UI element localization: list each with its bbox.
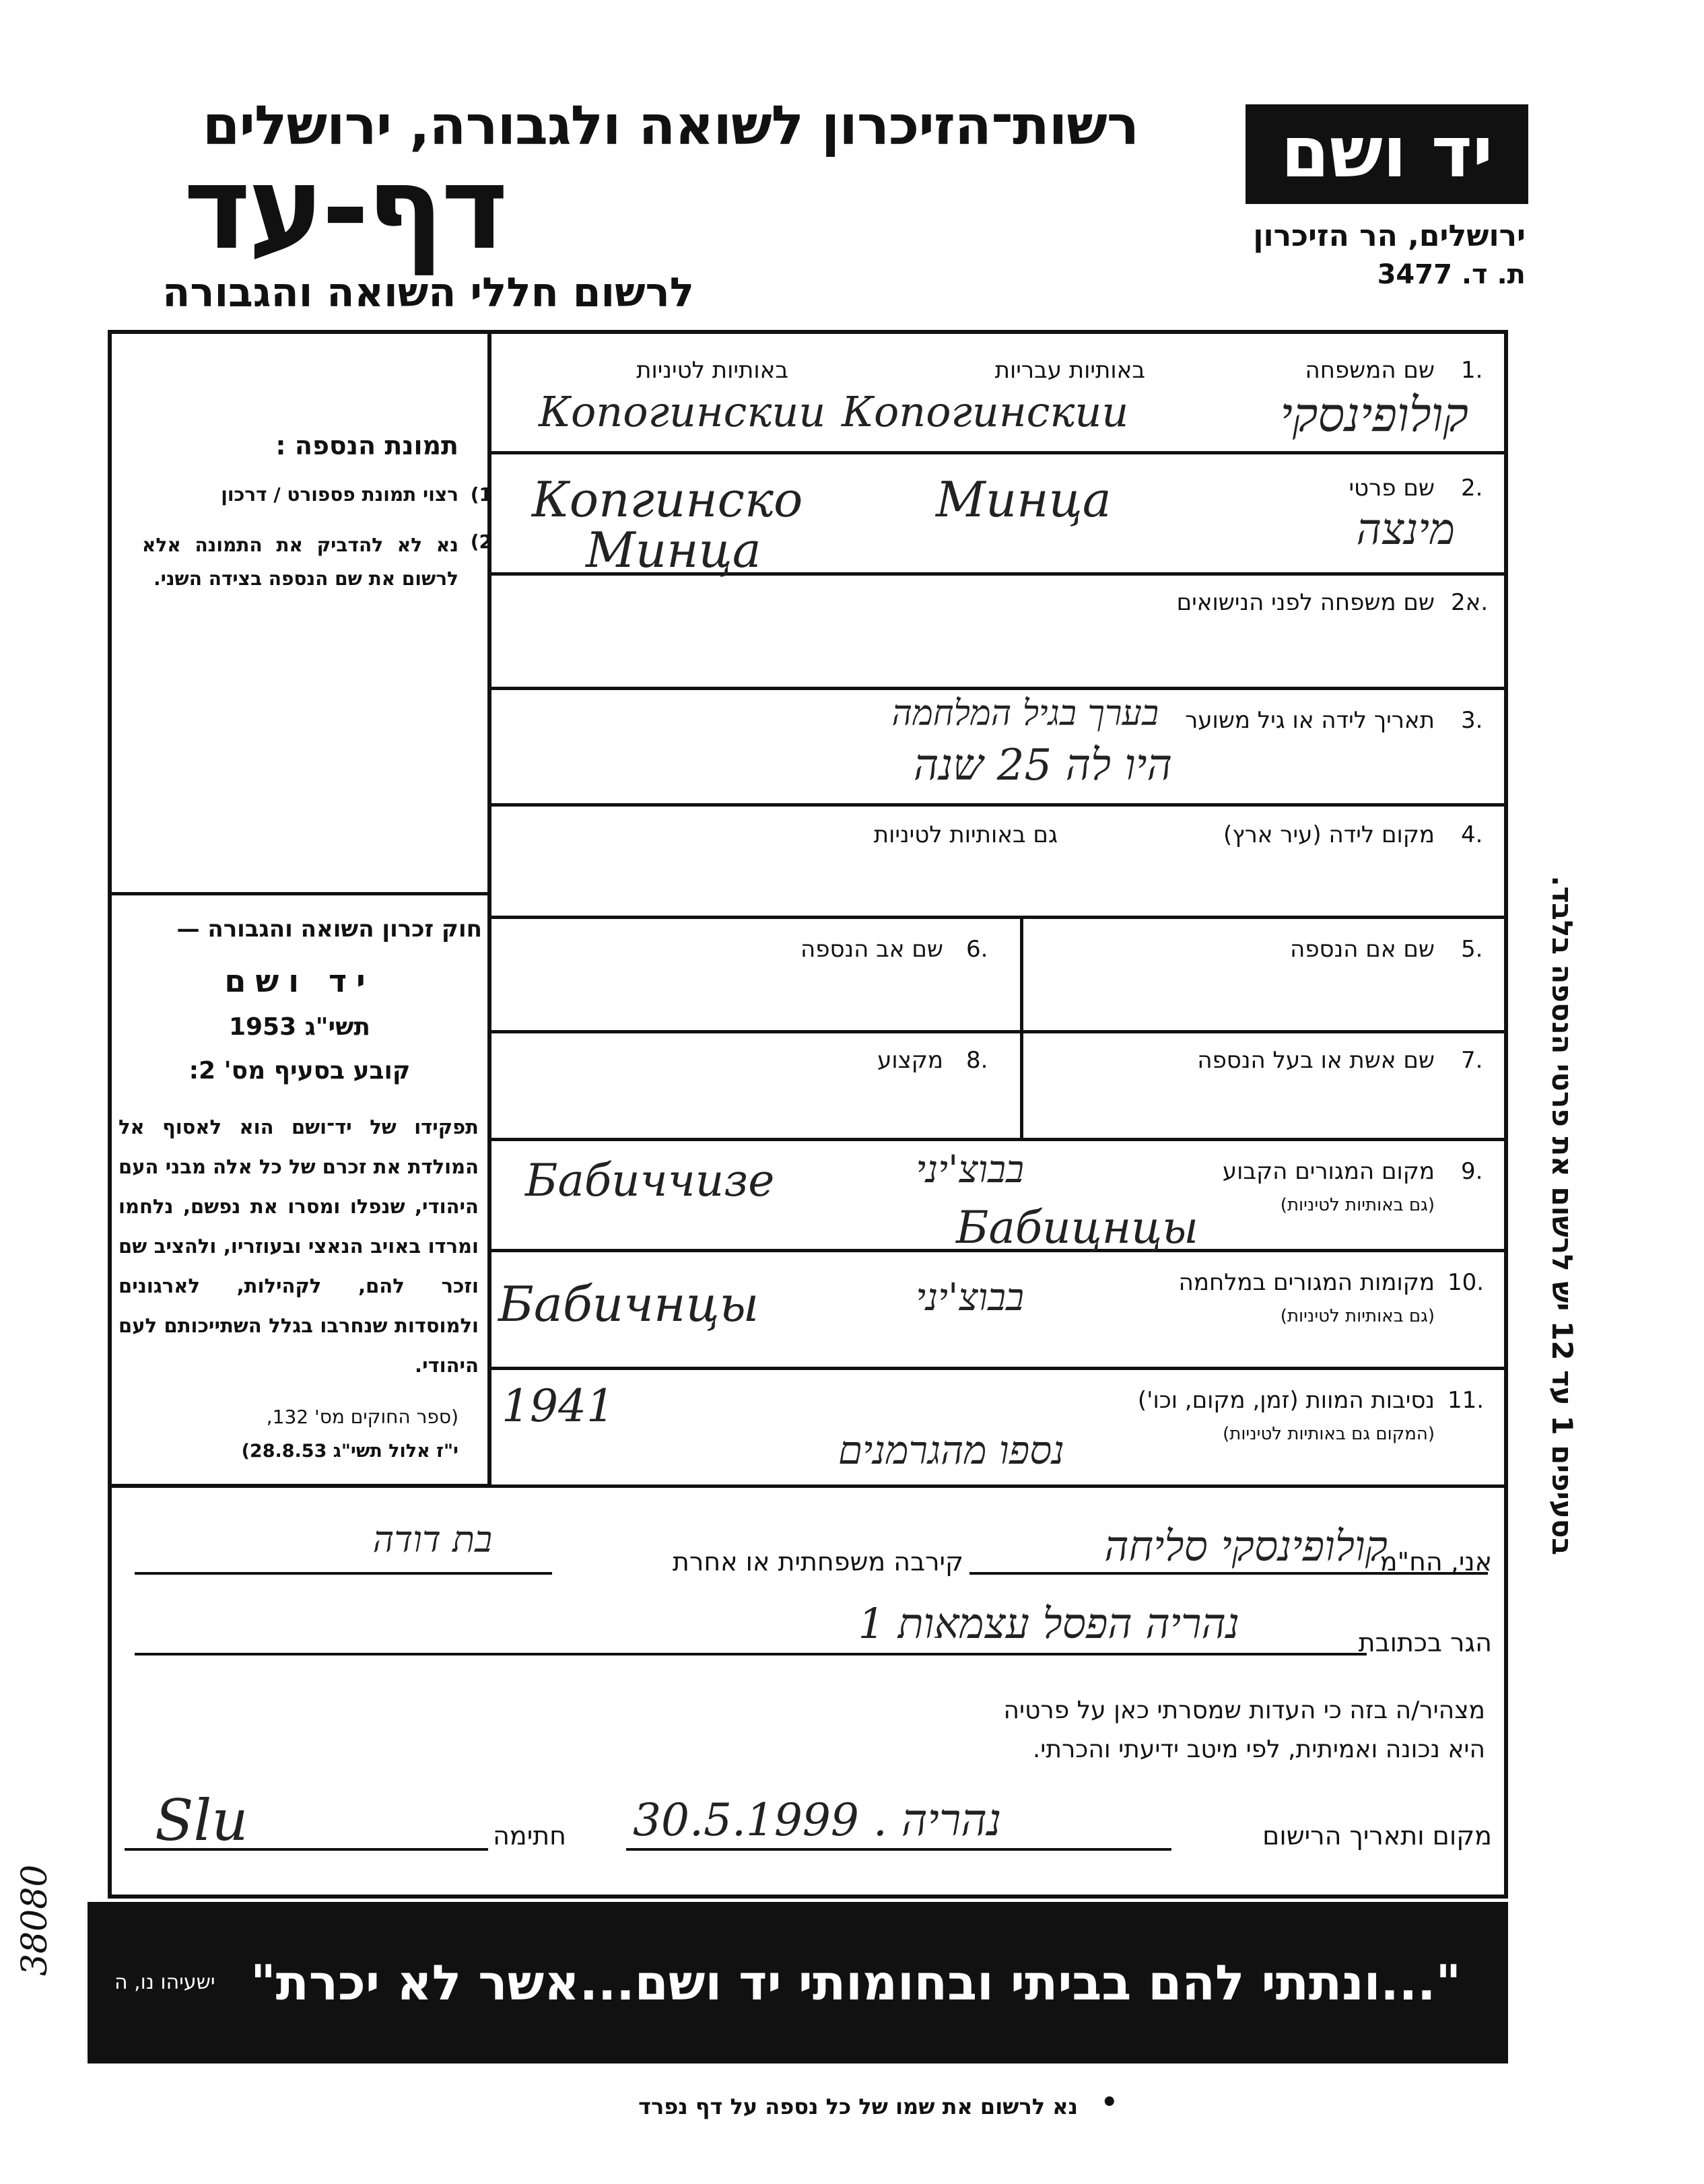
hw-birth-line-1: בערך בגיל המלחמה	[891, 693, 1159, 734]
po-box: ת. ד. 3477	[1377, 259, 1526, 290]
field-2-label: שם פרטי	[1349, 475, 1435, 502]
field-7-num: 7.	[1461, 1047, 1483, 1074]
field-9-sub: (גם באותיות לטיניות)	[1280, 1195, 1435, 1215]
photo-note-2: נא לא להדביק את התמונה אלא לרשום את שם הנספה בצידה השני.	[142, 534, 458, 590]
statement-2: היא נכונה ואמיתית, לפי מיטב ידיעתי והכרתי.	[1032, 1736, 1485, 1763]
hw-birth-line-2: היו לה 25 שנה	[913, 741, 1172, 790]
photo-title: תמונת הנספה :	[275, 431, 458, 460]
hw-residence-latin: Бабиччизе	[525, 1155, 775, 1206]
field-1-label: שם המשפחה	[1305, 357, 1435, 384]
hw-death-year: 1941	[502, 1380, 615, 1432]
footer-note: נא לרשום את שמו של כל נספה על דף נפרד	[638, 2094, 1078, 2119]
hw-first-hebrew: מינצה	[1356, 505, 1455, 555]
field-2a-label: שם משפחה לפני הנישואים	[1176, 589, 1435, 616]
yad-vashem-logo	[1246, 104, 1528, 204]
quote-banner	[88, 1902, 1508, 2063]
law-source-date: י"ז אלול תשי"ג 28.8.53)	[241, 1441, 458, 1462]
registration-label: מקום ותאריך הרישום	[1262, 1821, 1492, 1851]
field-4-num: 4.	[1461, 821, 1483, 848]
field-10-label: מקומות המגורים במלחמה	[1178, 1269, 1435, 1296]
field-1-sub-hebrew: באותיות עבריות	[994, 357, 1145, 384]
hw-witness-name: קולופינסקי סליחה	[1104, 1522, 1388, 1571]
field-11-sub: (המקום גם באותיות לטיניות)	[1223, 1424, 1435, 1444]
address-label: הגר בכתובת	[1358, 1628, 1492, 1658]
hw-surname-latin-2: Копогинскии	[842, 387, 1129, 436]
hw-residence-hebrew: בבוצ'יני	[916, 1148, 1024, 1192]
field-8-num: 8.	[966, 1047, 988, 1074]
authority-title: רשות־הזיכרון לשואה ולגבורה, ירושלים	[202, 94, 1138, 157]
law-year: תשי"ג 1953	[228, 1013, 371, 1041]
field-4-sub: גם באותיות לטיניות	[873, 821, 1058, 848]
field-6-num: 6.	[966, 936, 988, 963]
photo-note-1-num: 1)	[470, 483, 492, 506]
footer-bullet: •	[1101, 2087, 1118, 2118]
form-subtitle: לרשום חללי השואה והגבורה	[162, 269, 694, 316]
banner-source: ישעיהו נו, ה	[114, 1971, 215, 1994]
hw-war-residence-latin: Бабичнцы	[498, 1276, 759, 1332]
signature-label: חתימה	[493, 1821, 566, 1851]
law-name: יד ושם	[224, 963, 375, 999]
logo-text: יד ושם	[1281, 111, 1493, 193]
field-10-sub: (גם באותיות לטיניות)	[1280, 1306, 1435, 1326]
archive-number: 38080	[15, 1864, 55, 1976]
field-9-num: 9.	[1461, 1158, 1483, 1185]
hw-signature: Slu	[155, 1787, 248, 1853]
statement-1: מצהיר/ה בזה כי העדות שמסרתי כאן על פרטיה	[1003, 1697, 1485, 1724]
witness-prefix: אני, הח"מ	[1379, 1547, 1492, 1577]
side-note: בסעיפים 1 עד 12 יש לרשום את פרטי הנספה בלבד.	[1546, 875, 1579, 1555]
field-11-label: נסיבות המוות (זמן, מקום, וכו')	[1137, 1387, 1435, 1414]
hw-relation: בת דודה	[372, 1518, 492, 1561]
law-heading: חוק זכרון השואה והגבורה —	[176, 916, 482, 943]
field-6-label: שם אב הנספה	[800, 936, 943, 963]
relation-label: קירבה משפחתית או אחרת	[672, 1547, 963, 1577]
photo-note-2-num: 2)	[470, 531, 492, 553]
hw-death-hebrew: נספו מהגרמנים	[838, 1427, 1064, 1473]
hw-registration-place-date: נהריה . 30.5.1999	[633, 1794, 1002, 1846]
field-10-num: 10.	[1447, 1269, 1485, 1296]
hw-first-latin-2: Минца	[936, 471, 1112, 528]
banner-quote: "...ונתתי להם בביתי ובחומותי יד ושם...אשר לא יכרת"	[250, 1954, 1461, 2011]
law-source: (ספר החוקים מס' 132,	[266, 1406, 458, 1428]
field-5-label: שם אם הנספה	[1290, 936, 1435, 963]
field-9-label: מקום המגורים הקבוע	[1222, 1158, 1435, 1185]
law-text: תפקידו של יד־ושם הוא לאסוף אל המולדת את זכרם של כל אלה מבני העם היהודי, שנפלו ומסרו את נפשם, נלחמו ומרדו באויב הנאצי ובעוזריו, ולהציב שם וזכר להם, לקהילות, לארגונים ולמוסדות שנחרבו בגלל השתייכותם לעם היהודי.	[118, 1116, 479, 1377]
field-5-num: 5.	[1461, 936, 1483, 963]
field-11-num: 11.	[1447, 1387, 1485, 1414]
field-3-label: תאריך לידה או גיל משוער	[1185, 707, 1435, 734]
hw-surname-hebrew: קולופינסקי	[1280, 387, 1468, 442]
field-7-label: שם אשת או בעל הנספה	[1197, 1047, 1435, 1074]
form-title: דף-עד	[183, 142, 506, 275]
field-2a-num: 2א.	[1451, 589, 1489, 616]
hw-residence-latin-2: Бабицнцы	[956, 1202, 1198, 1254]
field-8-label: מקצוע	[877, 1047, 943, 1074]
address: ירושלים, הר הזיכרון	[1253, 219, 1526, 253]
field-3-num: 3.	[1461, 707, 1483, 734]
field-1-sub-latin: באותיות לטיניות	[636, 357, 788, 384]
law-clause: קובע בסעיף מס' 2:	[189, 1057, 411, 1085]
hw-surname-latin: Копогинскии	[539, 387, 826, 436]
field-1-num: 1.	[1461, 357, 1483, 384]
field-2-num: 2.	[1461, 475, 1483, 502]
hw-first-latin-3: Минца	[586, 522, 761, 578]
photo-note-1: רצוי תמונת פספורט / דרכון	[221, 483, 458, 506]
hw-witness-address: נהריה הפסל עצמאות 1	[858, 1599, 1239, 1648]
field-4-label: מקום לידה (עיר ארץ)	[1223, 821, 1435, 848]
hw-first-latin: Копгинско	[532, 471, 803, 528]
hw-war-residence-hebrew: בבוצ'יני	[916, 1276, 1024, 1320]
